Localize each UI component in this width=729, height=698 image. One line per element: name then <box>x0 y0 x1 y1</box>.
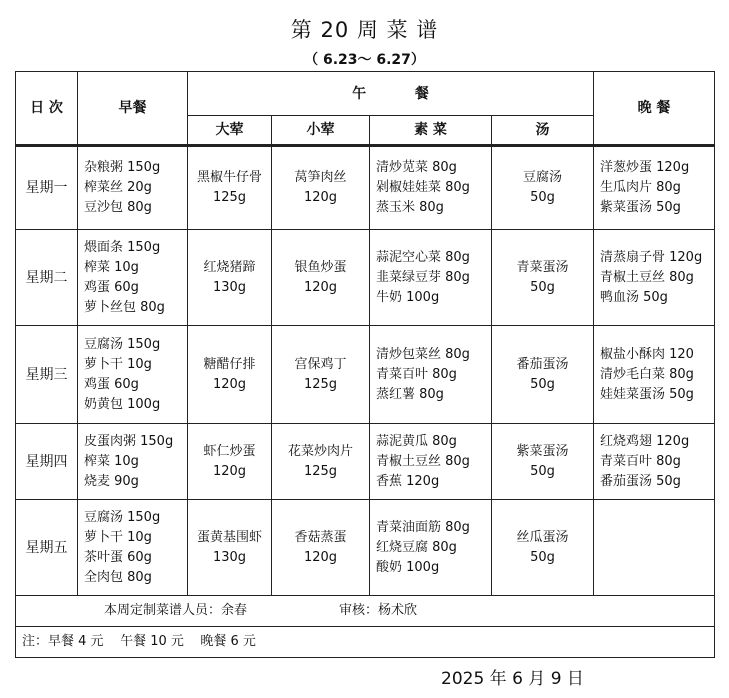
dish-line: 全肉包 80g <box>84 569 152 585</box>
dish-line: 红烧豆腐 80g <box>376 539 457 555</box>
dish-line: 榨菜丝 20g <box>84 180 152 195</box>
page-title: 第 20 周 菜 谱 <box>290 18 439 42</box>
breakfast-cell <box>78 230 188 326</box>
big-meat-cell <box>188 424 272 500</box>
small-meat-cell <box>272 424 370 500</box>
dish-line: 鸡蛋 60g <box>84 279 139 295</box>
dish-line: 120g <box>303 190 338 205</box>
dish-line: 豆腐汤 150g <box>84 509 161 525</box>
dish-line: 榨菜 10g <box>84 453 139 469</box>
dish-line: 125g <box>303 463 338 479</box>
menu-table <box>15 71 715 658</box>
dinner-cell <box>594 500 715 596</box>
dish-line: 青菜百叶 80g <box>600 453 681 469</box>
header-small-meat: 小荤 <box>272 116 370 146</box>
dinner-cell <box>594 230 715 326</box>
soup-cell <box>492 230 594 326</box>
dish-line: 紫菜蛋汤 <box>516 443 569 459</box>
dish-line: 清炒苋菜 80g <box>376 160 457 175</box>
dish-line: 黑椒牛仔骨 <box>196 170 262 185</box>
dish-line: 125g <box>303 376 338 392</box>
day-label: 星期二 <box>16 230 78 326</box>
soup-cell <box>492 146 594 230</box>
big-meat-cell <box>188 146 272 230</box>
dish-line: 榨菜 10g <box>84 259 139 275</box>
dish-line: 豆沙包 80g <box>84 200 152 215</box>
big-meat-cell <box>188 230 272 326</box>
dish-line: 清炒毛白菜 80g <box>600 366 694 382</box>
dish-line: 120g <box>303 279 338 295</box>
dish-line: 萝卜干 10g <box>84 356 152 372</box>
dish-line: 皮蛋肉粥 150g <box>84 433 174 449</box>
dish-line: 萝卜干 10g <box>84 529 152 545</box>
veg-cell <box>370 326 492 424</box>
dish-line: 丝瓜蛋汤 <box>516 529 569 545</box>
dish-line: 50g <box>530 279 555 295</box>
dish-line: 奶黄包 100g <box>84 396 161 412</box>
header-lunch: 午 餐 <box>188 72 594 116</box>
issue-date: 2025 年 6 月 9 日 <box>441 669 584 689</box>
veg-cell <box>370 146 492 230</box>
header-breakfast: 早餐 <box>78 72 188 146</box>
dish-line: 50g <box>530 190 555 205</box>
dish-line: 虾仁炒蛋 <box>203 443 256 459</box>
dish-line: 120g <box>212 376 247 392</box>
dinner-cell <box>594 424 715 500</box>
dish-line: 青菜蛋汤 <box>516 259 569 275</box>
dish-line: 130g <box>212 549 247 565</box>
small-meat-cell <box>272 500 370 596</box>
day-row <box>16 424 715 500</box>
dish-line: 蛋黄基围虾 <box>196 529 262 545</box>
big-meat-cell <box>188 500 272 596</box>
dish-line: 韭菜绿豆芽 80g <box>376 269 470 285</box>
dish-line: 豆腐汤 <box>522 170 562 185</box>
dish-line: 剁椒娃娃菜 80g <box>376 180 470 195</box>
dish-line: 蒸玉米 80g <box>376 200 444 215</box>
header-row-1 <box>16 72 715 116</box>
small-meat-cell <box>272 326 370 424</box>
veg-cell <box>370 424 492 500</box>
dish-line: 清炒包菜丝 80g <box>376 346 470 362</box>
header-day: 日 次 <box>16 72 78 146</box>
breakfast-cell <box>78 326 188 424</box>
dish-line: 120g <box>212 463 247 479</box>
dish-line: 紫菜蛋汤 50g <box>600 200 681 215</box>
breakfast-cell <box>78 146 188 230</box>
maker-row <box>16 596 715 627</box>
menu-maker: 本周定制菜谱人员：余春 <box>104 603 248 618</box>
breakfast-cell <box>78 424 188 500</box>
dish-line: 生瓜肉片 80g <box>600 180 681 195</box>
big-meat-cell <box>188 326 272 424</box>
header-soup: 汤 <box>492 116 594 146</box>
day-label: 星期四 <box>16 424 78 500</box>
dish-line: 青椒土豆丝 80g <box>376 453 470 469</box>
day-label: 星期五 <box>16 500 78 596</box>
dish-line: 萝卜丝包 80g <box>84 299 165 315</box>
soup-cell <box>492 500 594 596</box>
dish-line: 香蕉 120g <box>376 473 440 489</box>
veg-cell <box>370 230 492 326</box>
dish-line: 鸭血汤 50g <box>600 289 668 305</box>
dish-line: 清蒸扇子骨 120g <box>600 249 703 265</box>
soup-cell <box>492 424 594 500</box>
menu-reviewer: 审核：杨术欣 <box>339 603 418 618</box>
small-meat-cell <box>272 230 370 326</box>
veg-cell <box>370 500 492 596</box>
dish-line: 蒜泥空心菜 80g <box>376 249 470 265</box>
dish-line: 番茄蛋汤 <box>516 356 569 372</box>
dish-line: 杂粮粥 150g <box>84 160 161 175</box>
header-dinner: 晚 餐 <box>594 72 715 146</box>
dish-line: 番茄蛋汤 50g <box>600 473 681 489</box>
header-veg: 素 菜 <box>370 116 492 146</box>
dish-line: 蒸红薯 80g <box>376 386 444 402</box>
dish-line: 酸奶 100g <box>376 559 440 575</box>
price-note-row <box>16 627 715 658</box>
dish-line: 50g <box>530 376 555 392</box>
dish-line: 120g <box>303 549 338 565</box>
dish-line: 蒜泥黄瓜 80g <box>376 433 457 449</box>
header-big-meat: 大荤 <box>188 116 272 146</box>
price-note: 注：早餐 4 元 午餐 10 元 晚餐 6 元 <box>22 634 256 649</box>
dish-line: 娃娃菜蛋汤 50g <box>600 386 694 402</box>
dish-line: 豆腐汤 150g <box>84 336 161 352</box>
dish-line: 香菇蒸蛋 <box>294 529 347 545</box>
date-range: （ 6.23～ 6.27） <box>304 52 425 68</box>
dish-line: 煨面条 150g <box>84 239 161 255</box>
dish-line: 牛奶 100g <box>376 289 440 305</box>
dish-line: 红烧鸡翅 120g <box>600 433 690 449</box>
soup-cell <box>492 326 594 424</box>
day-row <box>16 326 715 424</box>
dish-line: 花菜炒肉片 <box>287 443 353 459</box>
dish-line: 青菜油面筋 80g <box>376 519 470 535</box>
dish-line: 青菜百叶 80g <box>376 366 457 382</box>
dish-line: 125g <box>212 190 247 205</box>
day-label: 星期三 <box>16 326 78 424</box>
dish-line: 银鱼炒蛋 <box>294 259 347 275</box>
dish-line: 青椒土豆丝 80g <box>600 269 694 285</box>
dish-line: 洋葱炒蛋 120g <box>600 160 690 175</box>
breakfast-cell <box>78 500 188 596</box>
dish-line: 茶叶蛋 60g <box>84 549 152 565</box>
dish-line: 50g <box>530 549 555 565</box>
day-row <box>16 230 715 326</box>
dinner-cell <box>594 326 715 424</box>
dish-line: 红烧猪蹄 <box>203 259 256 275</box>
dish-line: 椒盐小酥肉 120 <box>600 346 694 362</box>
dish-line: 宫保鸡丁 <box>294 356 347 372</box>
small-meat-cell <box>272 146 370 230</box>
day-label: 星期一 <box>16 146 78 230</box>
dish-line: 鸡蛋 60g <box>84 376 139 392</box>
dish-line: 糖醋仔排 <box>203 356 256 372</box>
day-row <box>16 146 715 230</box>
day-row <box>16 500 715 596</box>
dinner-cell <box>594 146 715 230</box>
dish-line: 烧麦 90g <box>84 473 139 489</box>
dish-line: 50g <box>530 463 555 479</box>
dish-line: 130g <box>212 279 247 295</box>
dish-line: 莴笋肉丝 <box>294 170 347 185</box>
